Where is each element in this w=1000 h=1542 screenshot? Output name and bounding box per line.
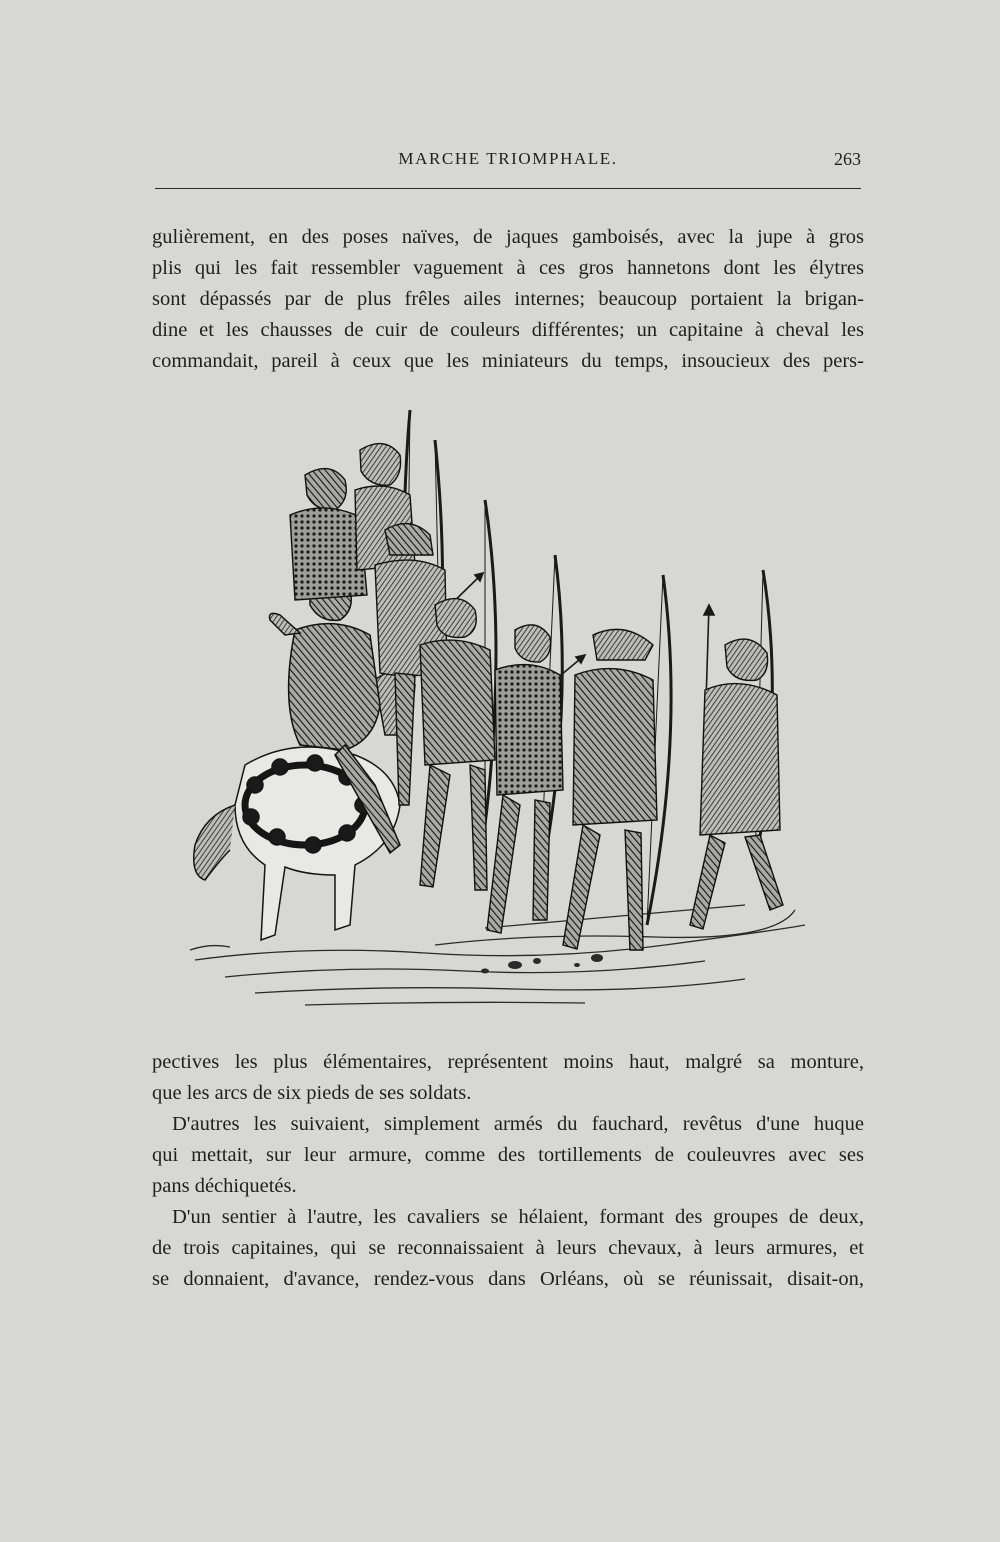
running-head	[155, 146, 861, 174]
header-rule	[155, 188, 861, 189]
text-line: D'autres les suivaient, simplement armés du fauchard, revêtus d'une huque	[172, 1113, 864, 1135]
paragraph-bottom	[152, 1047, 864, 1295]
paragraph-top	[152, 222, 864, 377]
text-line: qui mettait, sur leur armure, comme des tortillements de couleuvres avec ses	[152, 1144, 864, 1166]
text-line: de trois capitaines, qui se reconnaissaient à leurs chevaux, à leurs armures, et	[152, 1237, 864, 1259]
text-line: pectives les plus élémentaires, représentent moins haut, malgré sa monture,	[152, 1051, 864, 1073]
text-line: plis qui les fait ressembler vaguement à ces gros hannetons dont les élytres	[152, 257, 864, 279]
running-title: MARCHE TRIOMPHALE.	[398, 149, 618, 168]
engraving-archers-and-mounted-captain-icon	[185, 405, 820, 1020]
text-line: commandait, pareil à ceux que les miniateurs du temps, insoucieux des pers-	[152, 350, 864, 372]
page-number: 263	[834, 149, 861, 169]
text-line: pans déchiquetés.	[152, 1175, 297, 1197]
text-line: se donnaient, d'avance, rendez-vous dans Orléans, où se réunissait, disait-on,	[152, 1268, 864, 1290]
text-line: sont dépassés par de plus frêles ailes internes; beaucoup portaient la brigan-	[152, 288, 864, 310]
text-line: gulièrement, en des poses naïves, de jaques gamboisés, avec la jupe à gros	[152, 226, 864, 248]
text-line: que les arcs de six pieds de ses soldats.	[152, 1082, 472, 1104]
text-line: D'un sentier à l'autre, les cavaliers se hélaient, formant des groupes de deux,	[172, 1206, 864, 1228]
text-line: dine et les chausses de cuir de couleurs différentes; un capitaine à cheval les	[152, 319, 864, 341]
